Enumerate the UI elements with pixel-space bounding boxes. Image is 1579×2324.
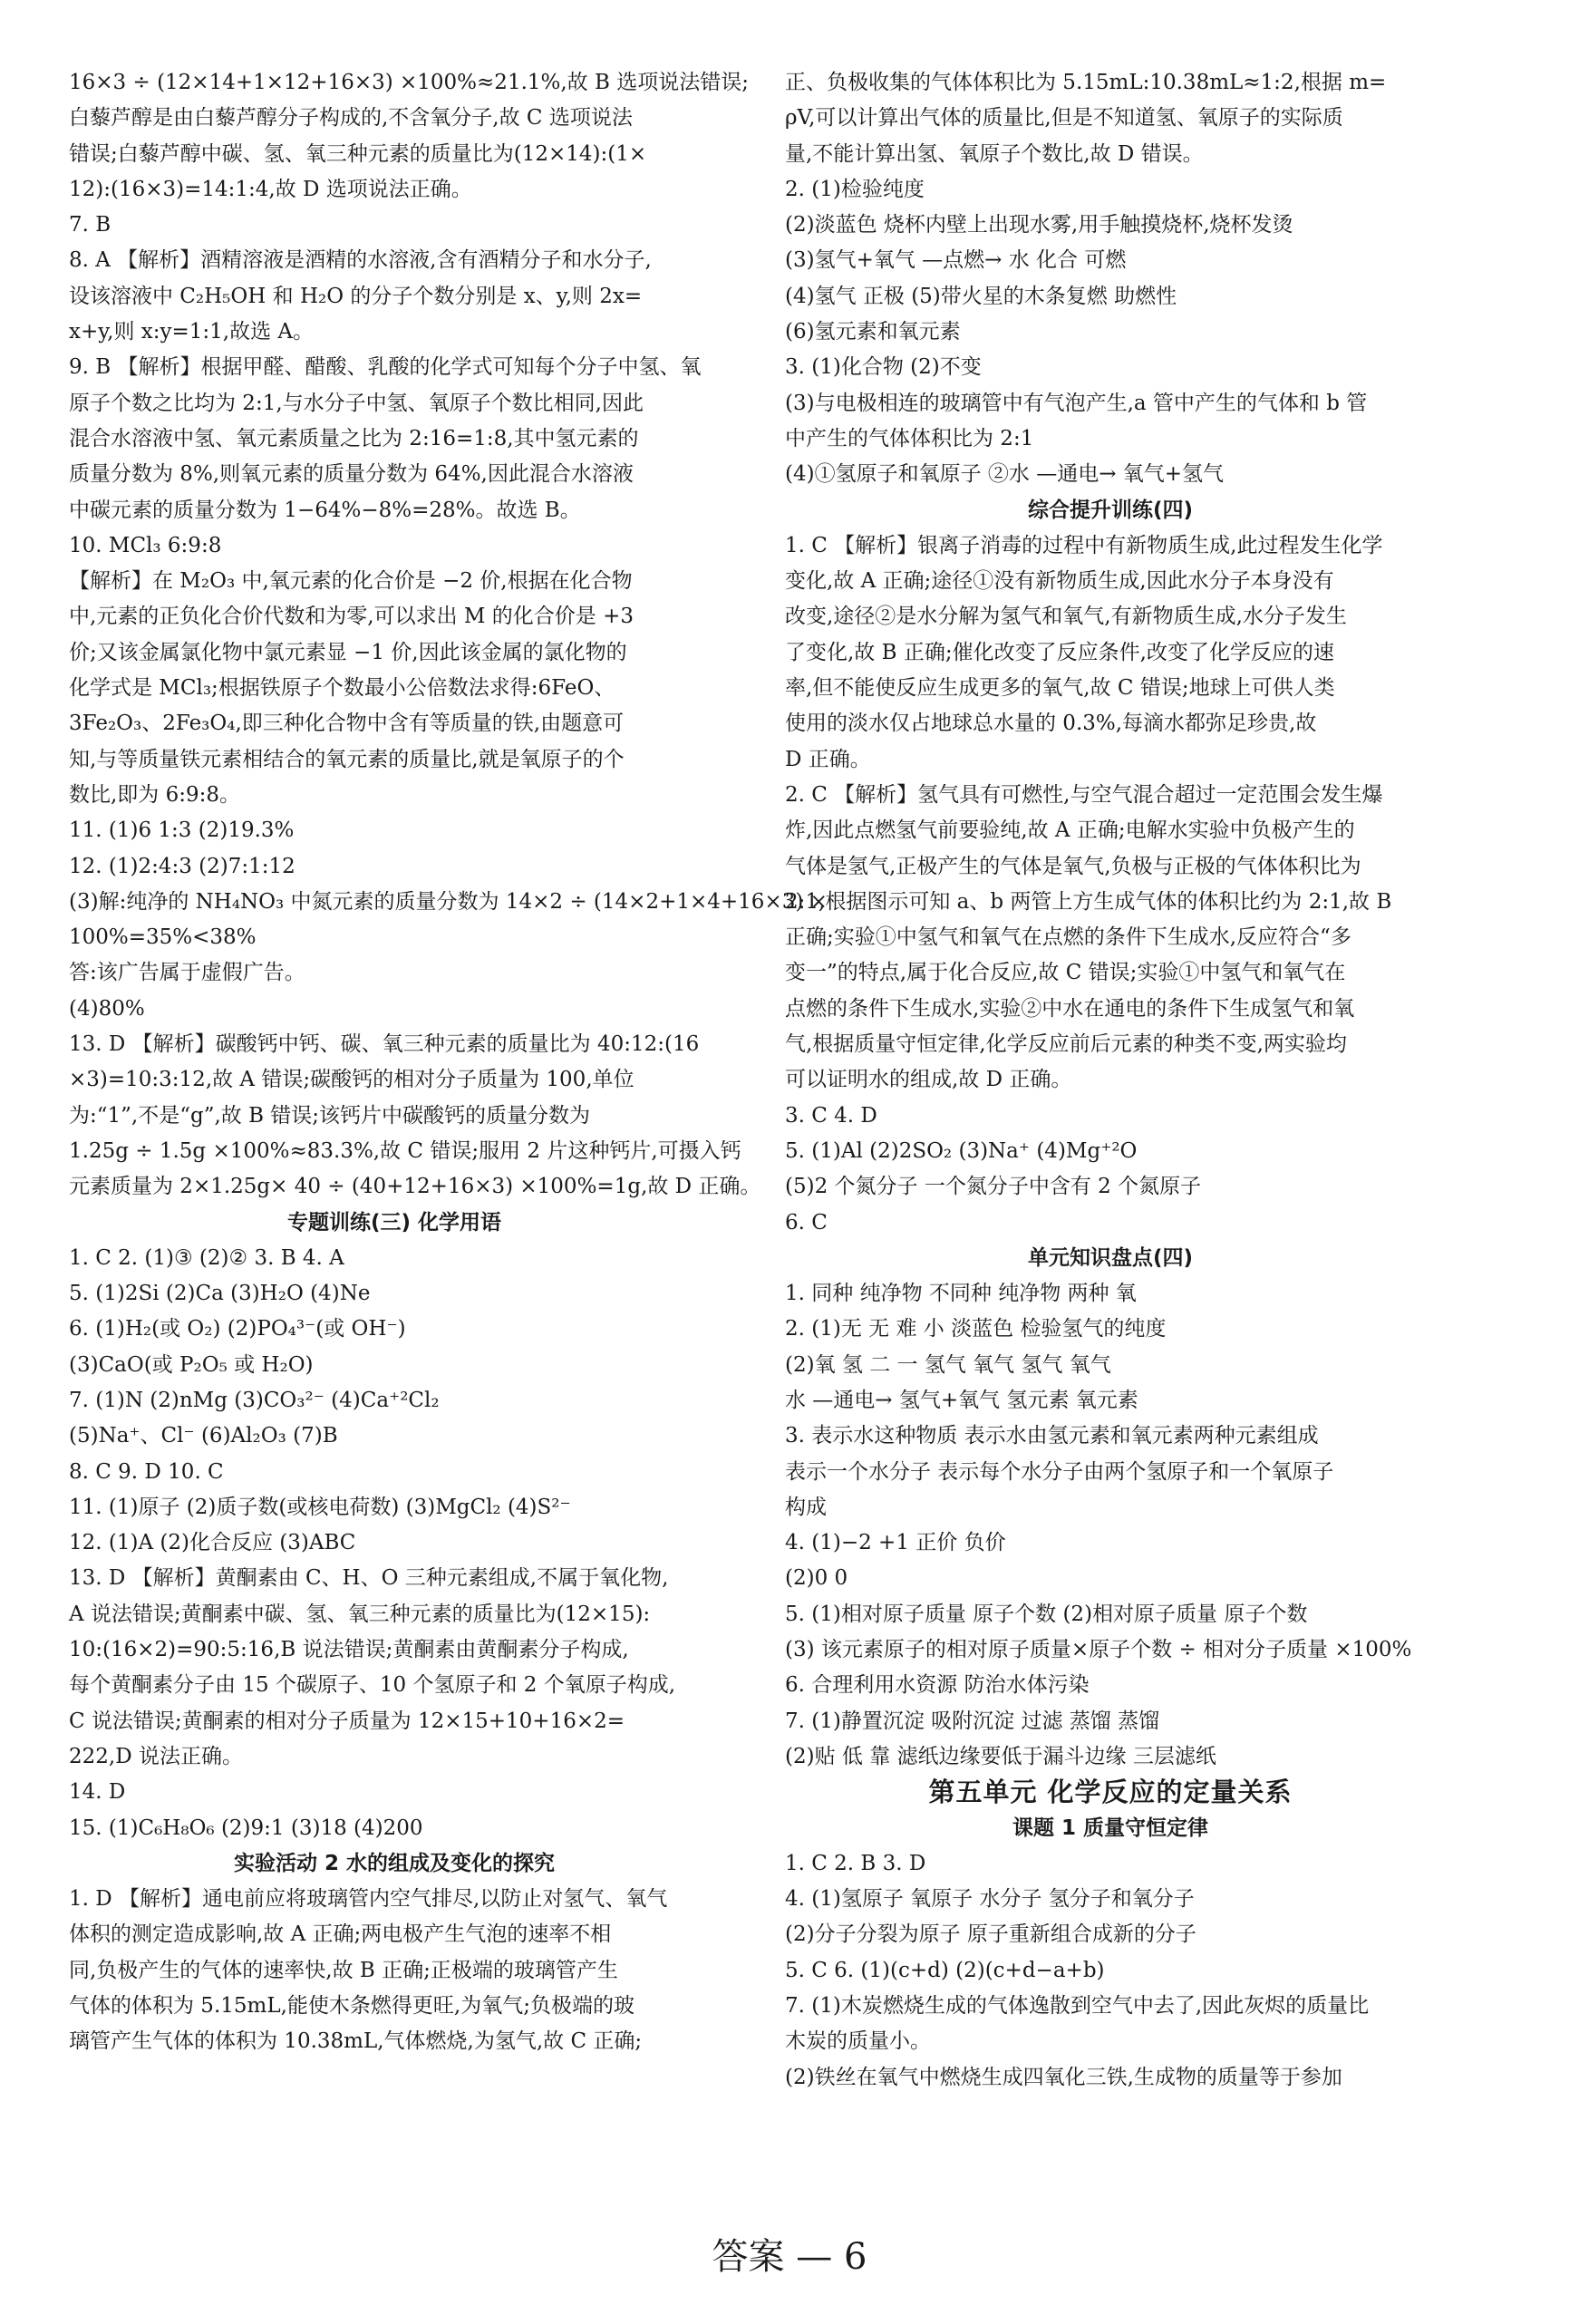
text-line: 3. (1)化合物 (2)不变 bbox=[785, 355, 982, 380]
text-line: 7. (1)N (2)nMg (3)CO₃²⁻ (4)Ca⁺²Cl₂ bbox=[69, 1388, 440, 1412]
text-line: 2. (1)检验纯度 bbox=[785, 177, 925, 201]
text-line: 炸,因此点燃氢气前要验纯,故 A 正确;电解水实验中负极产生的 bbox=[785, 818, 1355, 843]
text-line: 1. C 2. (1)③ (2)② 3. B 4. A bbox=[69, 1245, 344, 1270]
text-line: 13. D 【解析】碳酸钙中钙、碳、氧三种元素的质量比为 40:12:(16 bbox=[69, 1032, 700, 1057]
text-line: 数比,即为 6:9:8。 bbox=[69, 782, 241, 807]
text-line: 7. B bbox=[69, 213, 111, 237]
text-line: (4)氢气 正极 (5)带火星的木条复燃 助燃性 bbox=[785, 284, 1177, 308]
text-line: 体积的测定造成影响,故 A 正确;两电极产生气泡的速率不相 bbox=[69, 1922, 612, 1947]
text-line: (5)Na⁺、Cl⁻ (6)Al₂O₃ (7)B bbox=[69, 1424, 338, 1448]
text-line: 使用的淡水仅占地球总水量的 0.3%,每滴水都弥足珍贵,故 bbox=[785, 712, 1317, 736]
text-line: 10:(16×2)=90:5:16,B 说法错误;黄酮素由黄酮素分子构成, bbox=[69, 1638, 629, 1662]
text-line: 7. (1)木炭燃烧生成的气体逸散到空气中去了,因此灰烬的质量比 bbox=[785, 1994, 1370, 2019]
text-line: 构成 bbox=[785, 1495, 827, 1519]
text-line: 表示一个水分子 表示每个水分子由两个氢原子和一个氧原子 bbox=[785, 1459, 1334, 1484]
text-line: A 说法错误;黄酮素中碳、氢、氧三种元素的质量比为(12×15): bbox=[69, 1602, 651, 1626]
text-line: 3. 表示水这种物质 表示水由氢元素和氧元素两种元素组成 bbox=[785, 1424, 1319, 1448]
text-line: 了变化,故 B 正确;催化改变了反应条件,改变了化学反应的速 bbox=[785, 640, 1334, 664]
text-line: (3)解:纯净的 NH₄NO₃ 中氮元素的质量分数为 14×2 ÷ (14×2+1×4+16×3) × bbox=[69, 889, 828, 914]
text-line: 价;又该金属氯化物中氯元素显 −1 价,因此该金属的氯化物的 bbox=[69, 640, 627, 664]
text-line: (2)氧 氢 二 一 氢气 氧气 氢气 氧气 bbox=[785, 1352, 1111, 1377]
text-line: 1.25g ÷ 1.5g ×100%≈83.3%,故 C 错误;服用 2 片这种钙片,可摄入钙 bbox=[69, 1138, 741, 1163]
text-line: 中碳元素的质量分数为 1−64%−8%=28%。故选 B。 bbox=[69, 498, 581, 522]
text-line: 2:1,根据图示可知 a、b 两管上方生成气体的体积比约为 2:1,故 B bbox=[785, 889, 1392, 914]
text-line: 12):(16×3)=14:1:4,故 D 选项说法正确。 bbox=[69, 177, 472, 201]
text-line: 原子个数之比均为 2:1,与水分子中氢、氧原子个数比相同,因此 bbox=[69, 391, 644, 415]
text-line: (3)CaO(或 P₂O₅ 或 H₂O) bbox=[69, 1352, 314, 1377]
text-line: (2)铁丝在氧气中燃烧生成四氧化三铁,生成物的质量等于参加 bbox=[785, 2065, 1342, 2089]
text-line: 222,D 说法正确。 bbox=[69, 1744, 243, 1768]
text-line: 5. (1)Al (2)2SO₂ (3)Na⁺ (4)Mg⁺²O bbox=[785, 1138, 1138, 1163]
text-line: 100%=35%<38% bbox=[69, 925, 257, 950]
text-line: 气,根据质量守恒定律,化学反应前后元素的种类不变,两实验均 bbox=[785, 1032, 1347, 1057]
text-line: 化学式是 MCl₃;根据铁原子个数最小公倍数法求得:6FeO、 bbox=[69, 676, 615, 701]
text-line: 【解析】在 M₂O₃ 中,氧元素的化合价是 −2 价,根据在化合物 bbox=[69, 569, 633, 594]
text-line: 3Fe₂O₃、2Fe₃O₄,即三种化合物中含有等质量的铁,由题意可 bbox=[69, 712, 625, 736]
text-line: (5)2 个氮分子 一个氮分子中含有 2 个氮原子 bbox=[785, 1175, 1202, 1199]
text-line: 璃管产生气体的体积为 10.38mL,气体燃烧,为氢气,故 C 正确; bbox=[69, 2029, 643, 2054]
text-line: (2)贴 低 靠 滤纸边缘要低于漏斗边缘 三层滤纸 bbox=[785, 1744, 1216, 1768]
text-line: (3)与电极相连的玻璃管中有气泡产生,a 管中产生的气体和 b 管 bbox=[785, 391, 1368, 415]
text-line: 4. (1)氢原子 氧原子 水分子 氢分子和氧分子 bbox=[785, 1887, 1195, 1912]
text-line: 中产生的气体体积比为 2:1 bbox=[785, 426, 1034, 450]
text-line: 1. D 【解析】通电前应将玻璃管内空气排尽,以防止对氢气、氧气 bbox=[69, 1887, 668, 1912]
text-line: 答:该广告属于虚假广告。 bbox=[69, 961, 305, 985]
text-line: (3)氢气+氧气 —点燃→ 水 化合 可燃 bbox=[785, 248, 1127, 273]
text-line: 正、负极收集的气体体积比为 5.15mL:10.38mL≈1:2,根据 m= bbox=[785, 71, 1387, 94]
text-line: (4)80% bbox=[69, 996, 145, 1021]
text-line: 13. D 【解析】黄酮素由 C、H、O 三种元素组成,不属于氧化物, bbox=[69, 1566, 669, 1591]
text-line: 5. C 6. (1)(c+d) (2)(c+d−a+b) bbox=[785, 1958, 1105, 1982]
text-line: 率,但不能使反应生成更多的氧气,故 C 错误;地球上可供人类 bbox=[785, 676, 1335, 701]
text-line: 每个黄酮素分子由 15 个碳原子、10 个氢原子和 2 个氧原子构成, bbox=[69, 1673, 676, 1698]
text-line: 12. (1)A (2)化合反应 (3)ABC bbox=[69, 1531, 356, 1555]
text-line: 4. (1)−2 +1 正价 负价 bbox=[785, 1531, 1006, 1555]
text-line: 8. A 【解析】酒精溶液是酒精的水溶液,含有酒精分子和水分子, bbox=[69, 248, 652, 273]
text-line: 正确;实验①中氢气和氧气在点燃的条件下生成水,反应符合“多 bbox=[785, 925, 1351, 950]
text-line: (3) 该元素原子的相对原子质量×原子个数 ÷ 相对分子质量 ×100% bbox=[785, 1638, 1412, 1662]
text-line: 7. (1)静置沉淀 吸附沉淀 过滤 蒸馏 蒸馏 bbox=[785, 1709, 1160, 1733]
text-line: 知,与等质量铁元素相结合的氧元素的质量比,就是氧原子的个 bbox=[69, 747, 625, 771]
text-line: (2)淡蓝色 烧杯内壁上出现水雾,用手触摸烧杯,烧杯发烫 bbox=[785, 213, 1293, 237]
text-line: 错误;白藜芦醇中碳、氢、氧三种元素的质量比为(12×14):(1× bbox=[69, 141, 647, 166]
text-line: 3. C 4. D bbox=[785, 1103, 877, 1128]
text-line: 混合水溶液中氢、氧元素质量之比为 2:16=1:8,其中氢元素的 bbox=[69, 426, 639, 450]
right-column bbox=[785, 65, 1436, 2096]
text-line: 元素质量为 2×1.25g× 40 ÷ (40+12+16×3) ×100%=1g,故 D 正确。 bbox=[69, 1175, 761, 1199]
section-heading: 单元知识盘点(四) bbox=[1027, 1245, 1194, 1270]
text-line: (2)0 0 bbox=[785, 1566, 848, 1591]
text-line: 11. (1)6 1:3 (2)19.3% bbox=[69, 818, 295, 843]
text-line: D 正确。 bbox=[785, 747, 871, 771]
text-line: 2. C 【解析】氢气具有可燃性,与空气混合超过一定范围会发生爆 bbox=[785, 782, 1383, 807]
section-heading: 课题 1 质量守恒定律 bbox=[1012, 1816, 1209, 1840]
text-line: 气体的体积为 5.15mL,能使木条燃得更旺,为氧气;负极端的玻 bbox=[69, 1994, 635, 2019]
text-line: 1. C 【解析】银离子消毒的过程中有新物质生成,此过程发生化学 bbox=[785, 533, 1383, 557]
text-line: 1. 同种 纯净物 不同种 纯净物 两种 氧 bbox=[785, 1282, 1137, 1306]
text-line: 改变,途径②是水分解为氢气和氧气,有新物质生成,水分子发生 bbox=[785, 605, 1347, 629]
text-line: 11. (1)原子 (2)质子数(或核电荷数) (3)MgCl₂ (4)S²⁻ bbox=[69, 1495, 571, 1519]
text-line: 15. (1)C₆H₈O₆ (2)9:1 (3)18 (4)200 bbox=[69, 1816, 423, 1840]
text-line: 设该溶液中 C₂H₅OH 和 H₂O 的分子个数分别是 x、y,则 2x= bbox=[69, 284, 643, 308]
text-line: 6. 合理利用水资源 防治水体污染 bbox=[785, 1673, 1090, 1698]
text-line: 点燃的条件下生成水,实验②中水在通电的条件下生成氢气和氧 bbox=[785, 996, 1355, 1021]
text-line: x+y,则 x:y=1:1,故选 A。 bbox=[69, 320, 315, 344]
text-line: ×3)=10:3:12,故 A 错误;碳酸钙的相对分子质量为 100,单位 bbox=[69, 1068, 635, 1092]
text-line: 10. MCl₃ 6:9:8 bbox=[69, 533, 222, 557]
section-heading: 专题训练(三) 化学用语 bbox=[286, 1210, 502, 1235]
text-line: 木炭的质量小。 bbox=[785, 2029, 931, 2054]
text-line: 8. C 9. D 10. C bbox=[69, 1459, 224, 1484]
text-line: 2. (1)无 无 难 小 淡蓝色 检验氢气的纯度 bbox=[785, 1317, 1167, 1341]
section-heading: 综合提升训练(四) bbox=[1027, 498, 1194, 522]
text-line: 12. (1)2:4:3 (2)7:1:12 bbox=[69, 854, 295, 878]
text-line: (4)①氢原子和氧原子 ②水 —通电→ 氧气+氢气 bbox=[785, 462, 1225, 487]
text-line: 为:“1”,不是“g”,故 B 错误;该钙片中碳酸钙的质量分数为 bbox=[69, 1103, 591, 1128]
text-line: 9. B 【解析】根据甲醛、醋酸、乳酸的化学式可知每个分子中氢、氧 bbox=[69, 355, 702, 380]
text-line: 变一”的特点,属于化合反应,故 C 错误;实验①中氢气和氧气在 bbox=[785, 961, 1346, 985]
section-heading: 第五单元 化学反应的定量关系 bbox=[928, 1777, 1293, 1808]
text-line: 白藜芦醇是由白藜芦醇分子构成的,不含氧分子,故 C 选项说法 bbox=[69, 106, 633, 131]
text-line: 量,不能计算出氢、氧原子个数比,故 D 错误。 bbox=[785, 141, 1204, 166]
page-footer: 答案 — 6 bbox=[712, 2236, 867, 2278]
text-line: 14. D bbox=[69, 1780, 126, 1805]
text-line: 同,负极产生的气体的速率快,故 B 正确;正极端的玻璃管产生 bbox=[69, 1958, 618, 1982]
text-line: 质量分数为 8%,则氧元素的质量分数为 64%,因此混合水溶液 bbox=[69, 462, 634, 487]
text-line: (6)氢元素和氧元素 bbox=[785, 320, 961, 344]
text-line: 16×3 ÷ (12×14+1×12+16×3) ×100%≈21.1%,故 B 选项说法错误; bbox=[69, 71, 749, 94]
text-line: 中,元素的正负化合价代数和为零,可以求出 M 的化合价是 +3 bbox=[69, 605, 635, 629]
section-heading: 实验活动 2 水的组成及变化的探究 bbox=[233, 1851, 556, 1875]
text-line: 5. (1)2Si (2)Ca (3)H₂O (4)Ne bbox=[69, 1282, 371, 1306]
text-line: (2)分子分裂为原子 原子重新组合成新的分子 bbox=[785, 1922, 1196, 1947]
text-line: 5. (1)相对原子质量 原子个数 (2)相对原子质量 原子个数 bbox=[785, 1602, 1308, 1626]
text-line: 变化,故 A 正确;途径①没有新物质生成,因此水分子本身没有 bbox=[785, 569, 1334, 594]
text-line: 6. C bbox=[785, 1210, 828, 1235]
text-line: ρV,可以计算出气体的质量比,但是不知道氢、氧原子的实际质 bbox=[785, 106, 1343, 131]
text-line: 可以证明水的组成,故 D 正确。 bbox=[785, 1068, 1072, 1092]
text-line: C 说法错误;黄酮素的相对分子质量为 12×15+10+16×2= bbox=[69, 1709, 625, 1733]
text-line: 1. C 2. B 3. D bbox=[785, 1851, 926, 1875]
text-line: 水 —通电→ 氢气+氧气 氢元素 氧元素 bbox=[785, 1388, 1138, 1412]
text-line: 6. (1)H₂(或 O₂) (2)PO₄³⁻(或 OH⁻) bbox=[69, 1317, 406, 1341]
text-line: 气体是氢气,正极产生的气体是氧气,负极与正极的气体体积比为 bbox=[785, 854, 1361, 878]
